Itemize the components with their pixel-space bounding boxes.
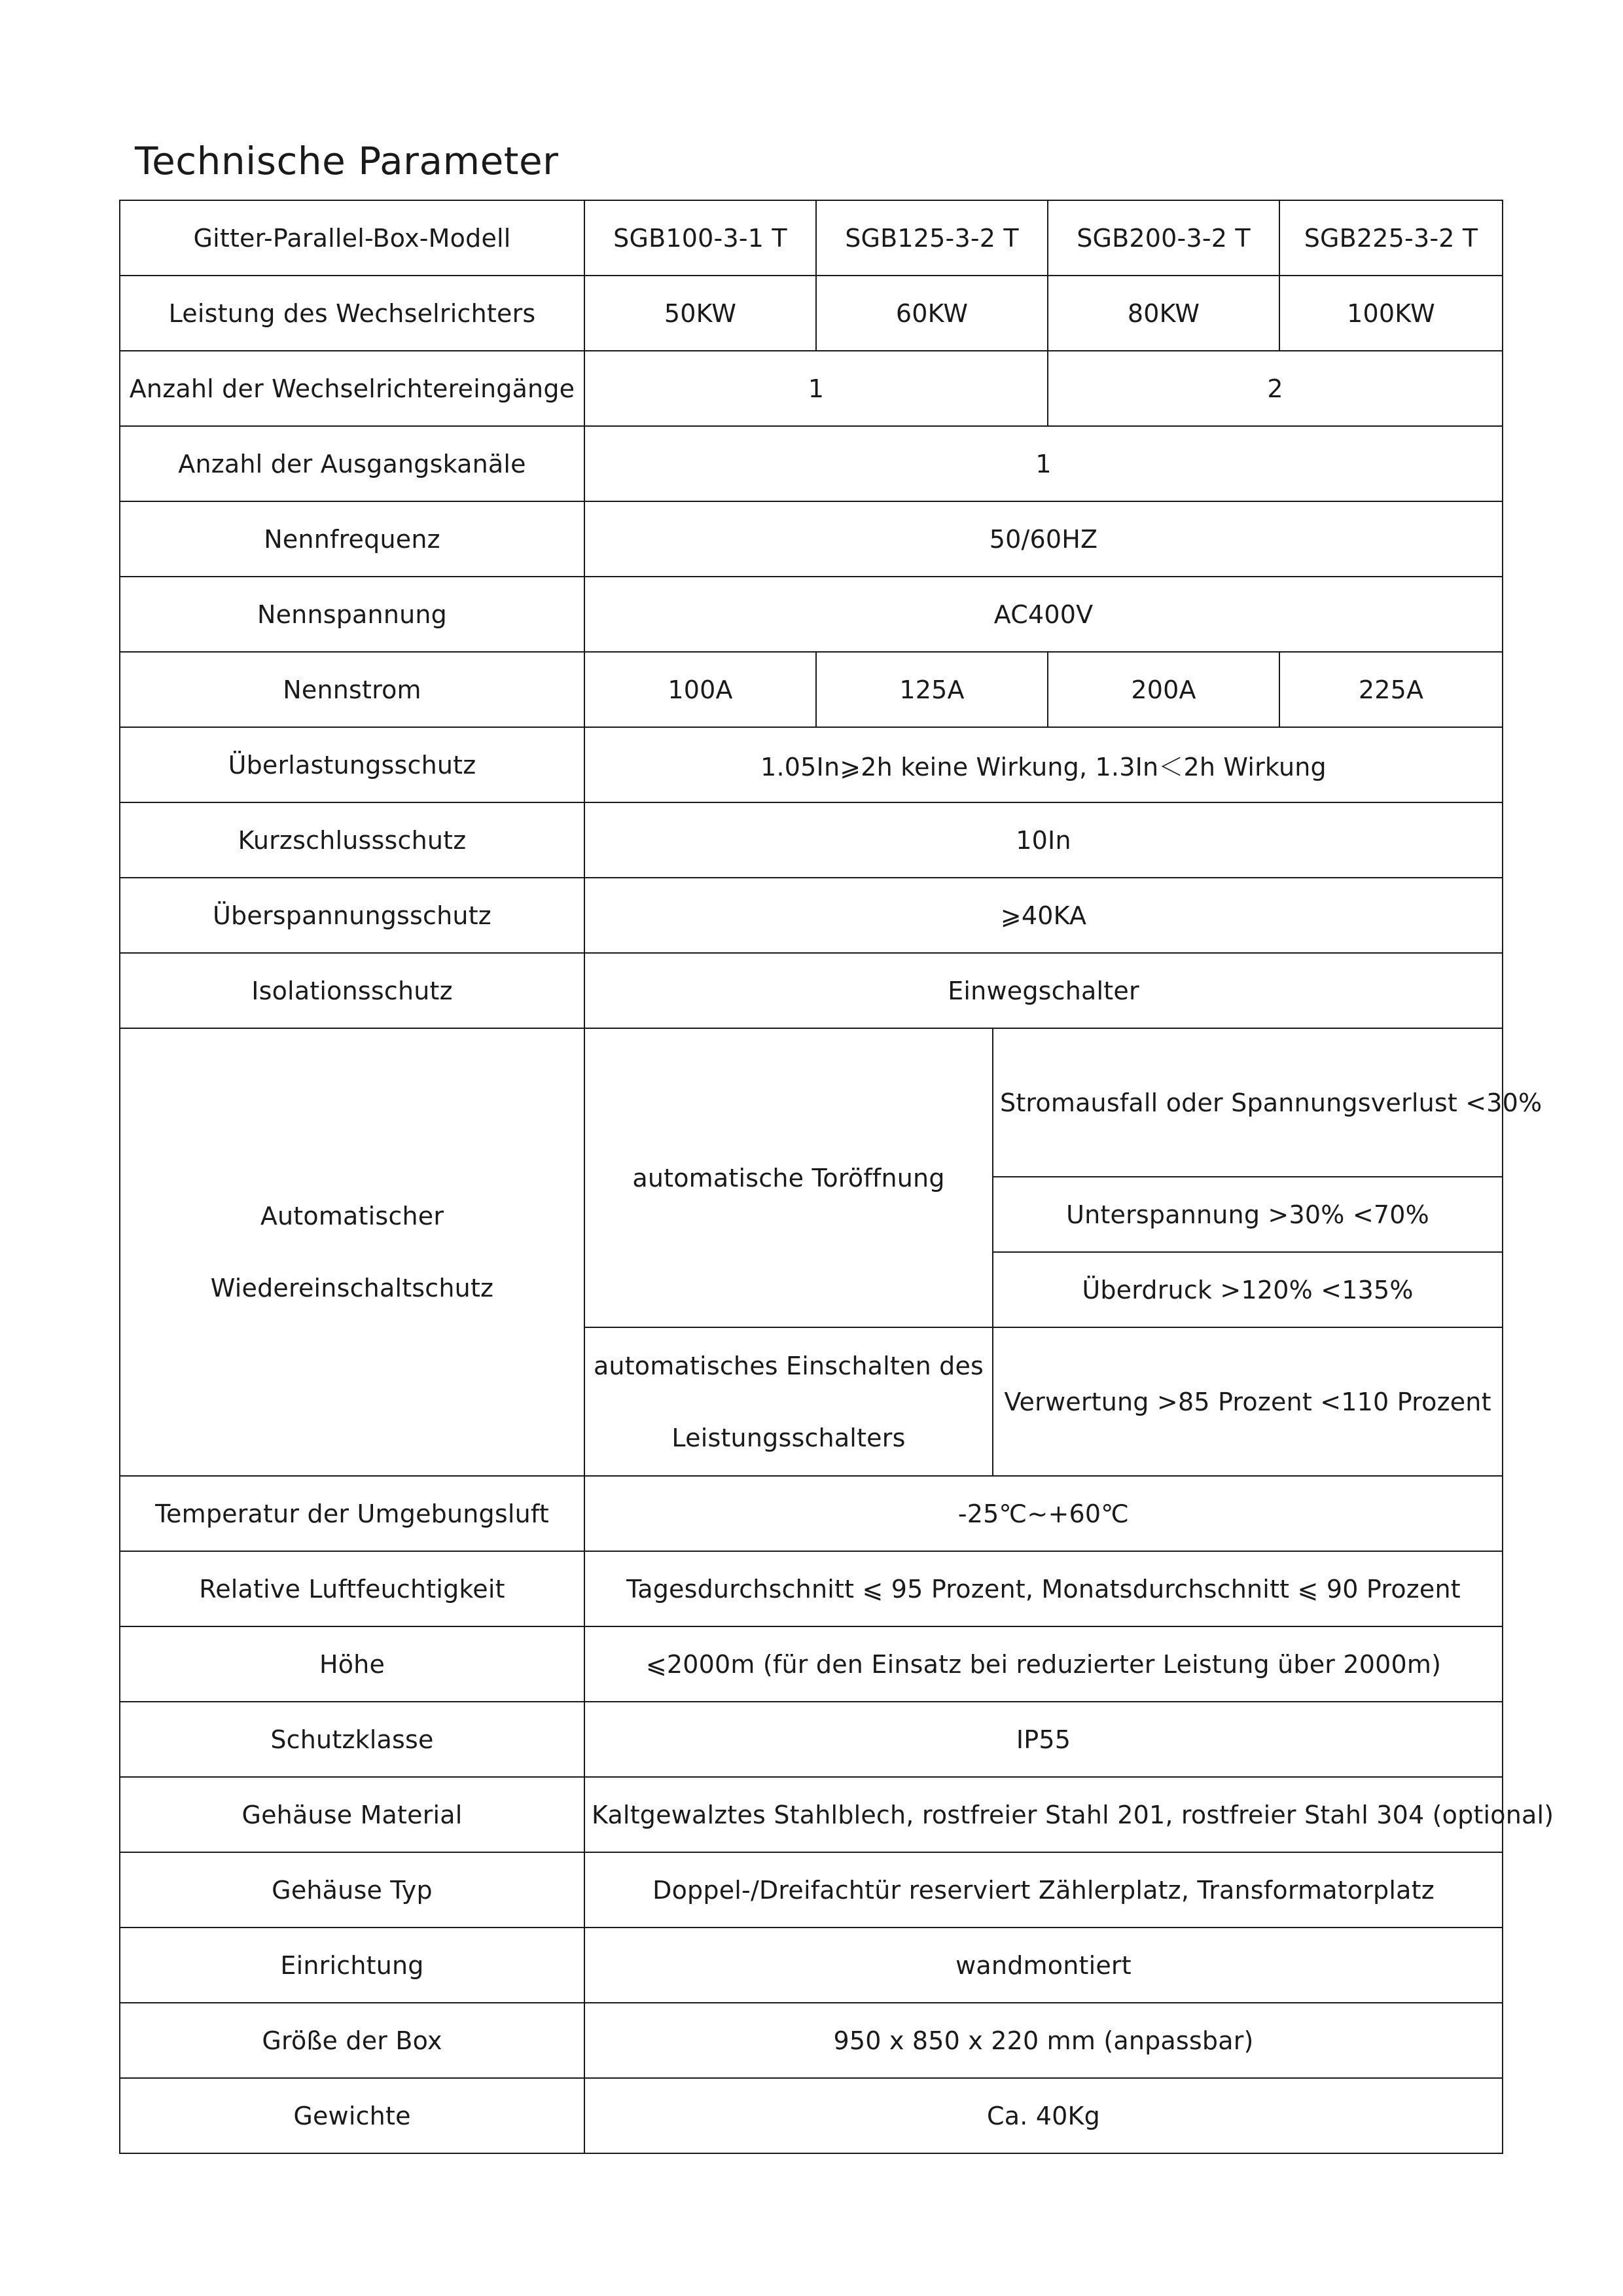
- row-label: Nennfrequenz: [120, 501, 584, 577]
- row-label: Gehäuse Typ: [120, 1852, 584, 1928]
- row-label: Kurzschlussschutz: [120, 802, 584, 878]
- table-row-weight: [120, 2078, 1503, 2153]
- breaker-switching-label: [584, 1327, 993, 1476]
- condition-cell: Stromausfall oder Spannungsverlust <30%: [993, 1028, 1503, 1177]
- value-cell: AC400V: [584, 577, 1503, 652]
- row-label: Schutzklasse: [120, 1702, 584, 1777]
- table-row-box-size: [120, 2003, 1503, 2078]
- model-cell: SGB125-3-2 T: [816, 200, 1048, 276]
- table-row-output-channels: [120, 426, 1503, 501]
- value-cell: Ca. 40Kg: [584, 2078, 1503, 2153]
- row-label: Überspannungsschutz: [120, 878, 584, 953]
- breaker-label-line: automatisches Einschalten des: [593, 1351, 984, 1380]
- table-row-housing-type: [120, 1852, 1503, 1928]
- value-cell: Einwegschalter: [584, 953, 1503, 1028]
- row-label-auto-reclose: [120, 1028, 584, 1476]
- table-row-rated-frequency: [120, 501, 1503, 577]
- table-row-relative-humidity: [120, 1551, 1503, 1626]
- value-cell: Doppel-/Dreifachtür reserviert Zählerplatz, Transformatorplatz: [584, 1852, 1503, 1928]
- model-cell: SGB200-3-2 T: [1048, 200, 1279, 276]
- row-label-line: Automatischer: [260, 1202, 444, 1230]
- value-cell: 950 x 850 x 220 mm (anpassbar): [584, 2003, 1503, 2078]
- gate-opening-label: automatische Toröffnung: [584, 1028, 993, 1327]
- table-row-model: [120, 200, 1503, 276]
- table-row-rated-voltage: [120, 577, 1503, 652]
- table-row-housing-material: [120, 1777, 1503, 1852]
- breaker-label-line: Leistungsschalters: [671, 1423, 906, 1452]
- value-cell: 125A: [816, 652, 1048, 727]
- table-row-altitude: [120, 1626, 1503, 1702]
- condition-cell: Überdruck >120% <135%: [993, 1252, 1503, 1327]
- value-cell: 2: [1048, 351, 1503, 426]
- value-cell: IP55: [584, 1702, 1503, 1777]
- row-label: Einrichtung: [120, 1928, 584, 2003]
- value-cell: 225A: [1279, 652, 1503, 727]
- model-cell: SGB100-3-1 T: [584, 200, 816, 276]
- row-label: Nennspannung: [120, 577, 584, 652]
- row-label: Gewichte: [120, 2078, 584, 2153]
- value-cell: -25℃~+60℃: [584, 1476, 1503, 1551]
- value-cell: 50KW: [584, 276, 816, 351]
- value-cell: 1: [584, 351, 1048, 426]
- value-cell: 50/60HZ: [584, 501, 1503, 577]
- value-cell: Kaltgewalztes Stahlblech, rostfreier Stahl 201, rostfreier Stahl 304 (optional): [584, 1777, 1503, 1852]
- row-label: Leistung des Wechselrichters: [120, 276, 584, 351]
- row-label: Größe der Box: [120, 2003, 584, 2078]
- value-cell: 60KW: [816, 276, 1048, 351]
- table-row-installation: [120, 1928, 1503, 2003]
- table-row-surge-protection: [120, 878, 1503, 953]
- value-cell: 1: [584, 426, 1503, 501]
- value-cell: 80KW: [1048, 276, 1279, 351]
- row-label: Überlastungsschutz: [120, 727, 584, 802]
- row-label: Relative Luftfeuchtigkeit: [120, 1551, 584, 1626]
- model-cell: SGB225-3-2 T: [1279, 200, 1503, 276]
- table-row-inverter-power: [120, 276, 1503, 351]
- value-cell: 10In: [584, 802, 1503, 878]
- row-label: Höhe: [120, 1626, 584, 1702]
- value-cell: ⩾40KA: [584, 878, 1503, 953]
- table-row-inverter-inputs: [120, 351, 1503, 426]
- row-label: Gehäuse Material: [120, 1777, 584, 1852]
- value-cell: Tagesdurchschnitt ⩽ 95 Prozent, Monatsdurchschnitt ⩽ 90 Prozent: [584, 1551, 1503, 1626]
- condition-cell: Verwertung >85 Prozent <110 Prozent: [993, 1327, 1503, 1476]
- table-row-rated-current: [120, 652, 1503, 727]
- page-title: Technische Parameter: [135, 139, 559, 183]
- table-row-short-circuit-protection: [120, 802, 1503, 878]
- table-row-overload-protection: [120, 727, 1503, 802]
- table-row-ambient-temperature: [120, 1476, 1503, 1551]
- row-label: Nennstrom: [120, 652, 584, 727]
- condition-cell: Unterspannung >30% <70%: [993, 1177, 1503, 1252]
- table-row-auto-reclose: [120, 1028, 1503, 1177]
- table-row-protection-class: [120, 1702, 1503, 1777]
- row-label: Isolationsschutz: [120, 953, 584, 1028]
- row-label: Anzahl der Wechselrichtereingänge: [120, 351, 584, 426]
- value-cell: 100A: [584, 652, 816, 727]
- row-label: Anzahl der Ausgangskanäle: [120, 426, 584, 501]
- value-cell: 1.05In⩾2h keine Wirkung, 1.3In＜2h Wirkung: [584, 727, 1503, 802]
- row-label: Gitter-Parallel-Box-Modell: [120, 200, 584, 276]
- value-cell: ⩽2000m (für den Einsatz bei reduzierter Leistung über 2000m): [584, 1626, 1503, 1702]
- technical-parameters-table: [119, 200, 1554, 2154]
- value-cell: 200A: [1048, 652, 1279, 727]
- row-label-line: Wiedereinschaltschutz: [210, 1274, 494, 1302]
- value-cell: 100KW: [1279, 276, 1503, 351]
- table-row-isolation-protection: [120, 953, 1503, 1028]
- row-label: Temperatur der Umgebungsluft: [120, 1476, 584, 1551]
- value-cell: wandmontiert: [584, 1928, 1503, 2003]
